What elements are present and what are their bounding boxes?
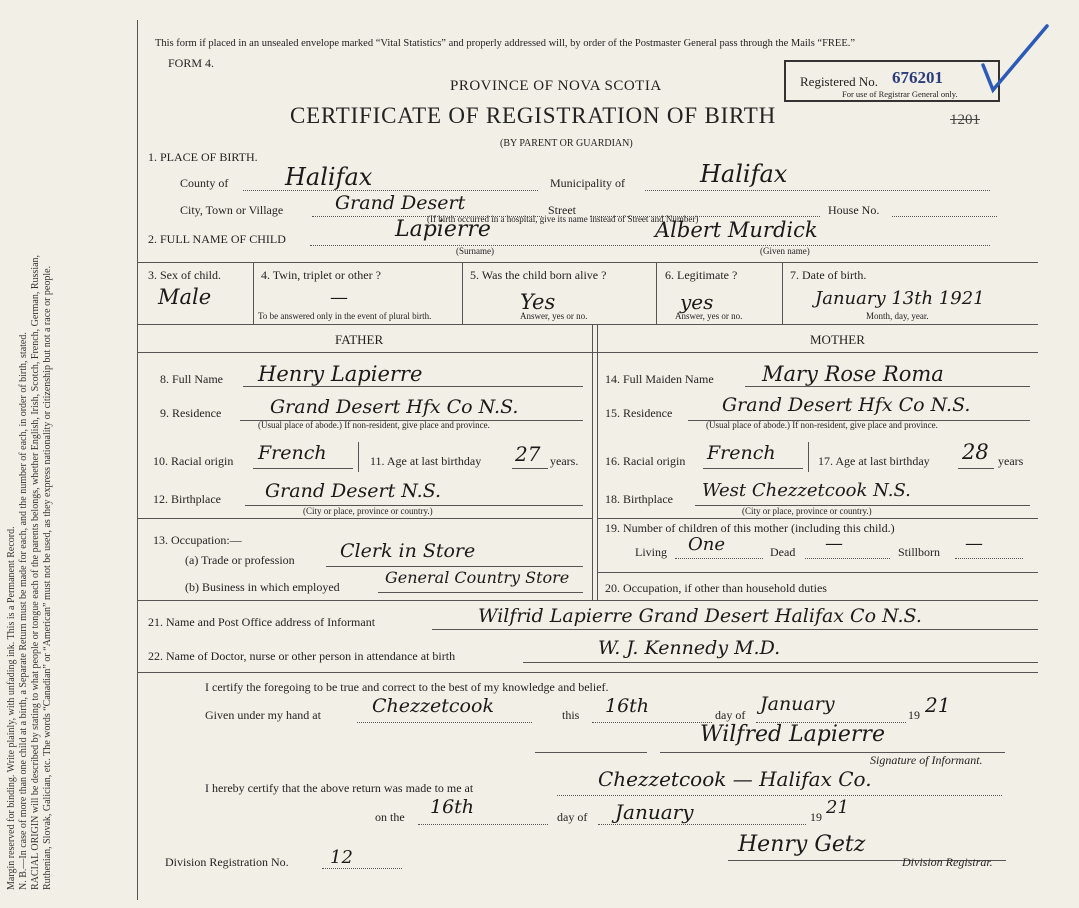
father-years: years. [550, 454, 579, 468]
mother-residence-label: 15. Residence [605, 406, 673, 420]
this-label: this [562, 708, 580, 722]
on-day: 16th [430, 796, 475, 818]
mother-name: Mary Rose Roma [762, 362, 944, 386]
alive-label: 5. Was the child born alive ? [470, 268, 607, 282]
father-racial: French [258, 442, 327, 464]
father-birthplace-note: (City or place, province or country.) [303, 506, 433, 516]
mother-birthplace-label: 18. Birthplace [605, 492, 673, 506]
mother-residence-note: (Usual place of abode.) If non-resident, give place and province. [706, 420, 938, 430]
registered-box [784, 60, 1000, 102]
father-residence: Grand Desert Hfx Co N.S. [270, 396, 519, 418]
father-occupation-label: 13. Occupation:— [153, 533, 242, 547]
mother-years: years [998, 454, 1024, 468]
father-age-label: 11. Age at last birthday [370, 454, 482, 468]
dead-label: Dead [770, 545, 796, 559]
informant-value: Wilfrid Lapierre Grand Desert Halifax Co N.S. [478, 605, 922, 627]
child-surname: Lapierre [395, 217, 491, 242]
on-year: 21 [826, 797, 849, 818]
day-of-label: day of [715, 708, 746, 722]
page-title: CERTIFICATE OF REGISTRATION OF BIRTH [290, 103, 777, 128]
year-prefix: 19 [908, 708, 920, 722]
mail-note: This form if placed in an unsealed envelope marked “Vital Statistics” and properly addressed will, by order of the Postmaster General pass through the Mails “FREE.” [155, 38, 856, 49]
day-of-label-2: day of [557, 810, 588, 824]
place-section-label: 1. PLACE OF BIRTH. [148, 150, 258, 164]
father-residence-label: 9. Residence [160, 406, 222, 420]
informant-label: 21. Name and Post Office address of Informant [148, 615, 376, 629]
mother-name-label: 14. Full Maiden Name [605, 372, 714, 386]
registered-label: Registered No. [800, 74, 878, 89]
on-label: on the [375, 810, 405, 824]
margin-notes [6, 255, 54, 890]
living-label: Living [635, 545, 667, 559]
father-birthplace-label: 12. Birthplace [153, 492, 221, 506]
mother-age-label: 17. Age at last birthday [818, 454, 930, 468]
registered-number: 676201 [892, 68, 943, 87]
father-residence-note: (Usual place of abode.) If non-resident, give place and province. [258, 420, 490, 430]
alive-value: Yes [520, 290, 556, 314]
county-label: County of [180, 176, 229, 190]
dob-note: Month, day, year. [866, 311, 929, 321]
form-number: FORM 4. [168, 56, 215, 70]
sex-value: Male [158, 285, 212, 309]
registrar-signature: Henry Getz [738, 832, 866, 857]
return-place: Chezzetcook — Halifax Co. [598, 767, 872, 791]
hospital-note: (If birth occurred in a hospital, give its name instead of Street and Number) [427, 214, 699, 224]
child-name-label: 2. FULL NAME OF CHILD [148, 232, 286, 246]
doctor-label: 22. Name of Doctor, nurse or other person in attendance at birth [148, 649, 456, 663]
dead-value: — [825, 533, 843, 554]
dob-value: January 13th 1921 [815, 288, 985, 309]
checkmark-icon [975, 20, 1055, 100]
municipality-label: Municipality of [550, 176, 625, 190]
doctor-value: W. J. Kennedy M.D. [598, 637, 781, 659]
on-month: January [615, 800, 694, 824]
father-business-label: (b) Business in which employed [185, 580, 340, 594]
province-heading: PROVINCE OF NOVA SCOTIA [450, 78, 662, 94]
legitimate-note: Answer, yes or no. [675, 311, 743, 321]
child-given-name: Albert Murdick [655, 218, 818, 242]
division-number: 12 [330, 847, 353, 868]
mother-children-label: 19. Number of children of this mother (including this child.) [605, 521, 895, 535]
house-label: House No. [828, 203, 880, 217]
struck-number: 1201 [950, 112, 980, 128]
given-year: 21 [925, 693, 951, 717]
father-heading: FATHER [335, 332, 384, 347]
subtitle: (BY PARENT OR GUARDIAN) [500, 138, 633, 149]
margin-note-4: Ruthenian, Slovak, Galician, etc. The words “Canadian” or “American” must not be used, as they express nationality or citizenship but not a race or people. [42, 265, 53, 890]
father-birthplace: Grand Desert N.S. [265, 480, 442, 502]
mother-residence: Grand Desert Hfx Co N.S. [722, 394, 971, 416]
given-label: Given under my hand at [205, 708, 321, 722]
legitimate-label: 6. Legitimate ? [665, 268, 738, 282]
left-border [137, 20, 138, 900]
father-trade-label: (a) Trade or profession [185, 553, 295, 567]
given-place: Chezzetcook [372, 695, 494, 717]
mother-birthplace-note: (City or place, province or country.) [742, 506, 872, 516]
alive-note: Answer, yes or no. [520, 311, 588, 321]
dob-label: 7. Date of birth. [790, 268, 867, 282]
county-value: Halifax [285, 163, 373, 191]
given-month: January [760, 693, 835, 715]
father-age: 27 [515, 442, 541, 466]
father-racial-label: 10. Racial origin [153, 454, 234, 468]
margin-note-1: Margin reserved for binding. Write plainly, with unfading ink. This is a Permanent Record. [6, 526, 17, 890]
city-value: Grand Desert [335, 192, 466, 214]
signature-caption: Signature of Informant. [870, 753, 983, 767]
mother-racial: French [707, 442, 776, 464]
mother-racial-label: 16. Racial origin [605, 454, 686, 468]
registrar-note: For use of Registrar General only. [842, 89, 958, 99]
mother-occupation-label: 20. Occupation, if other than household duties [605, 581, 827, 595]
margin-note-2: N. B.—In case of more than one child at a birth, a Separate Return must be made for each, and the number of each, in order of birth, stated. [18, 332, 29, 890]
twin-label: 4. Twin, triplet or other ? [261, 268, 381, 282]
margin-note-3: RACIAL ORIGIN will be described by stating to what people or tongue each of the parents belongs, whether English, Irish, Scotch, French, German, Russian, [30, 254, 41, 890]
father-name-label: 8. Full Name [160, 372, 223, 386]
surname-caption: (Surname) [456, 246, 494, 256]
certify-text: I certify the foregoing to be true and correct to the best of my knowledge and belief. [205, 680, 609, 694]
twin-value: — [330, 287, 348, 308]
mother-birthplace: West Chezzetcook N.S. [702, 480, 911, 501]
mother-age: 28 [962, 440, 989, 464]
municipality-value: Halifax [700, 160, 788, 188]
informant-signature: Wilfred Lapierre [700, 722, 885, 747]
given-day: 16th [605, 695, 650, 717]
father-name: Henry Lapierre [258, 362, 423, 386]
living-value: One [688, 534, 726, 555]
given-caption: (Given name) [760, 246, 810, 256]
mother-heading: MOTHER [810, 332, 865, 347]
on-year-prefix: 19 [810, 810, 822, 824]
sex-label: 3. Sex of child. [148, 268, 221, 282]
father-business: General Country Store [385, 568, 570, 587]
street-label: Street [548, 203, 576, 217]
return-text: I hereby certify that the above return was made to me at [205, 781, 474, 795]
division-label: Division Registration No. [165, 855, 289, 869]
father-trade: Clerk in Store [340, 540, 476, 562]
stillborn-value: — [965, 533, 983, 554]
stillborn-label: Stillborn [898, 545, 941, 559]
twin-note: To be answered only in the event of plural birth. [258, 311, 432, 321]
registrar-caption: Division Registrar. [902, 855, 993, 869]
city-label: City, Town or Village [180, 203, 284, 217]
legitimate-value: yes [680, 290, 714, 314]
